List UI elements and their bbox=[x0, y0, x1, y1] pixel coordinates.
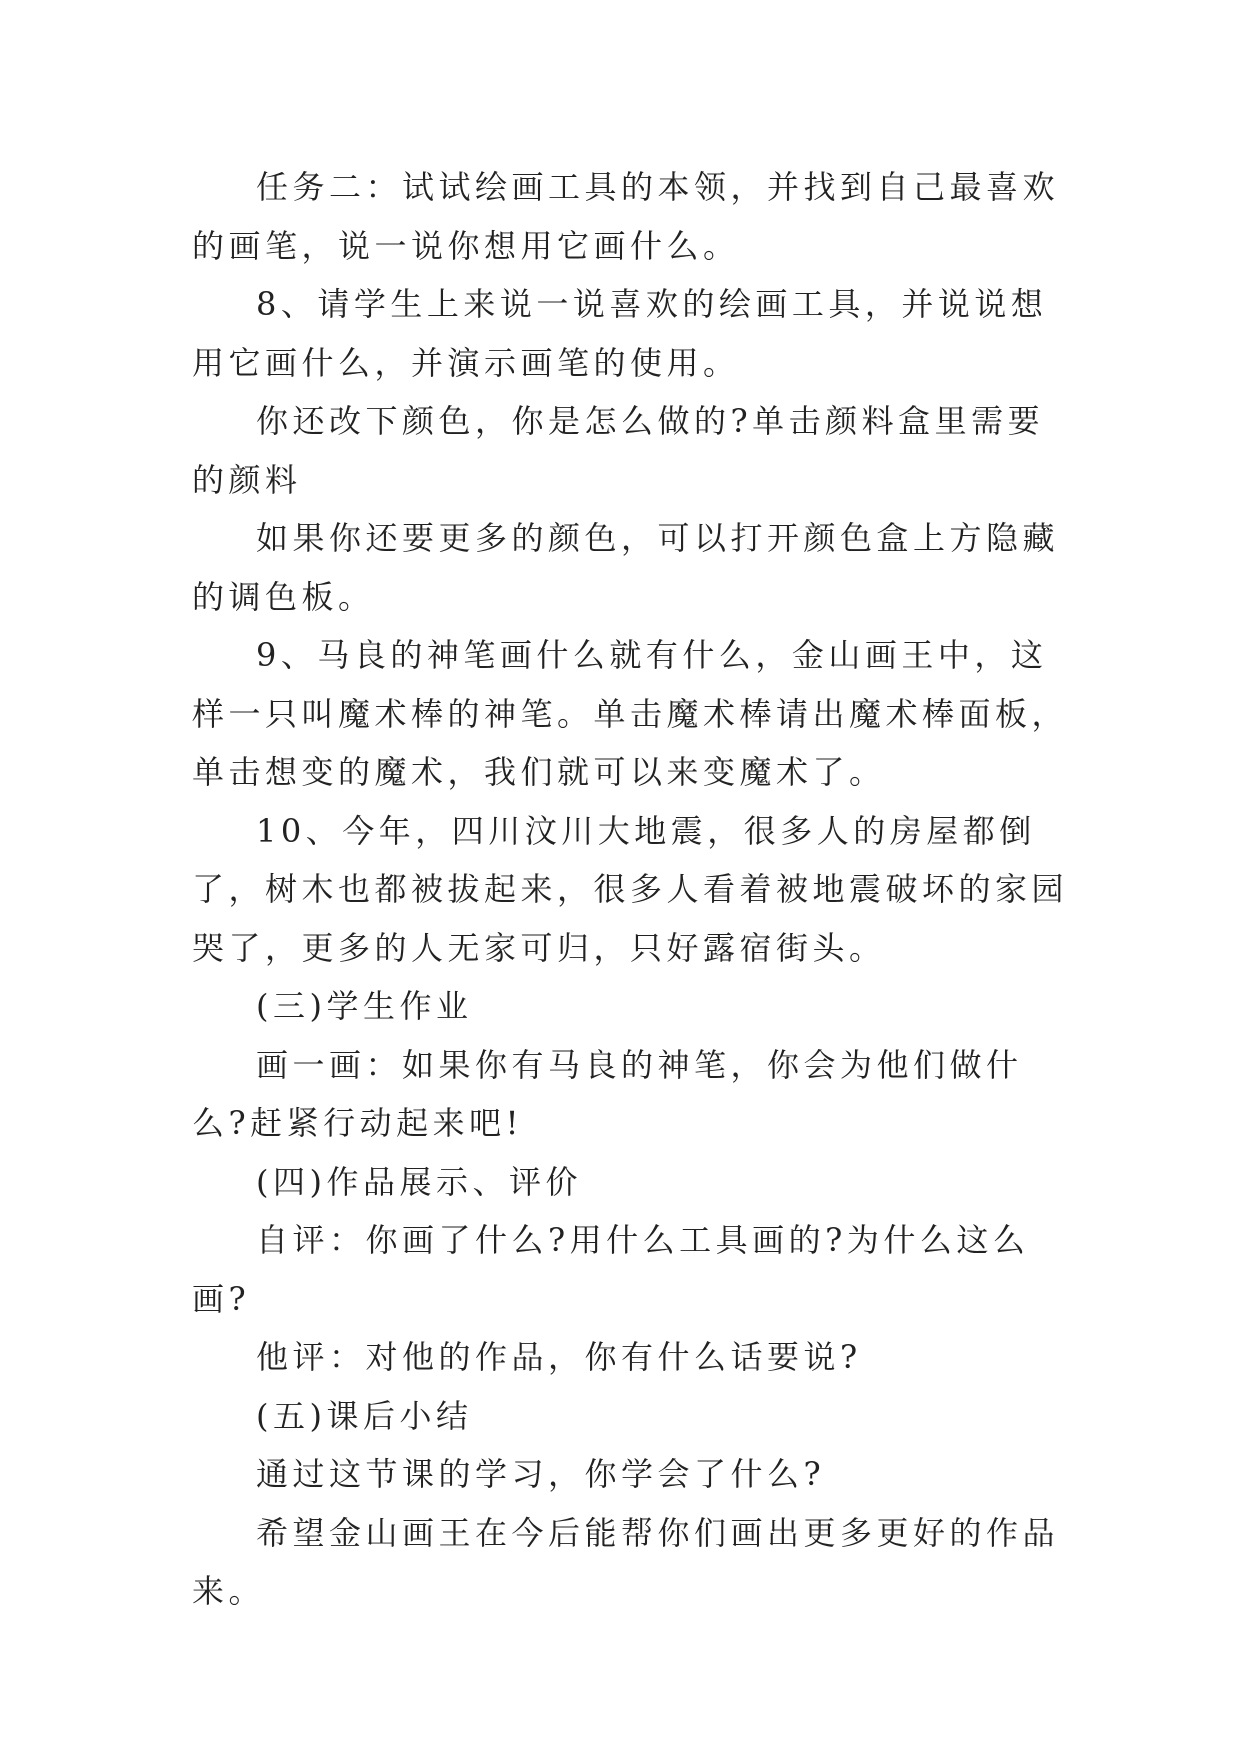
paragraph-closing-wish: 希望金山画王在今后能帮你们画出更多更好的作品来。 bbox=[192, 1513, 1060, 1610]
paragraph-homework-task: 画一画：如果你有马良的神笔，你会为他们做什么?赶紧行动起来吧! bbox=[192, 1045, 1023, 1142]
paragraph-step-10: 10、今年，四川汶川大地震，很多人的房屋都倒了，树木也都被拔起来，很多人看着被地震破坏的家园哭了，更多的人无家可归，只好露宿街头。 bbox=[192, 811, 1069, 967]
paragraph-peer-evaluation: 他评：对他的作品，你有什么话要说? bbox=[256, 1338, 862, 1376]
paragraph-step-9: 9、马良的神笔画什么就有什么，金山画王中，这样一只叫魔术棒的神笔。单击魔术棒请出魔术棒面板，单击想变的魔术，我们就可以来变魔术了。 bbox=[192, 636, 1069, 791]
paragraph-change-color: 你还改下颜色，你是怎么做的?单击颜料盒里需要的颜料 bbox=[192, 402, 1045, 499]
heading-student-homework: (三)学生作业 bbox=[256, 987, 473, 1025]
heading-lesson-summary: (五)课后小结 bbox=[256, 1396, 473, 1435]
document-body bbox=[192, 158, 1072, 1621]
paragraph-summary-question: 通过这节课的学习，你学会了什么? bbox=[256, 1455, 826, 1493]
paragraph-self-evaluation: 自评：你画了什么?用什么工具画的?为什么这么画? bbox=[192, 1221, 1030, 1318]
heading-work-display: (四)作品展示、评价 bbox=[256, 1162, 582, 1201]
paragraph-task-two: 任务二：试试绘画工具的本领，并找到自己最喜欢的画笔，说一说你想用它画什么。 bbox=[192, 168, 1060, 265]
paragraph-more-colors: 如果你还要更多的颜色，可以打开颜色盒上方隐藏的调色板。 bbox=[192, 519, 1060, 616]
paragraph-step-8: 8、请学生上来说一说喜欢的绘画工具，并说说想用它画什么，并演示画笔的使用。 bbox=[192, 285, 1048, 382]
